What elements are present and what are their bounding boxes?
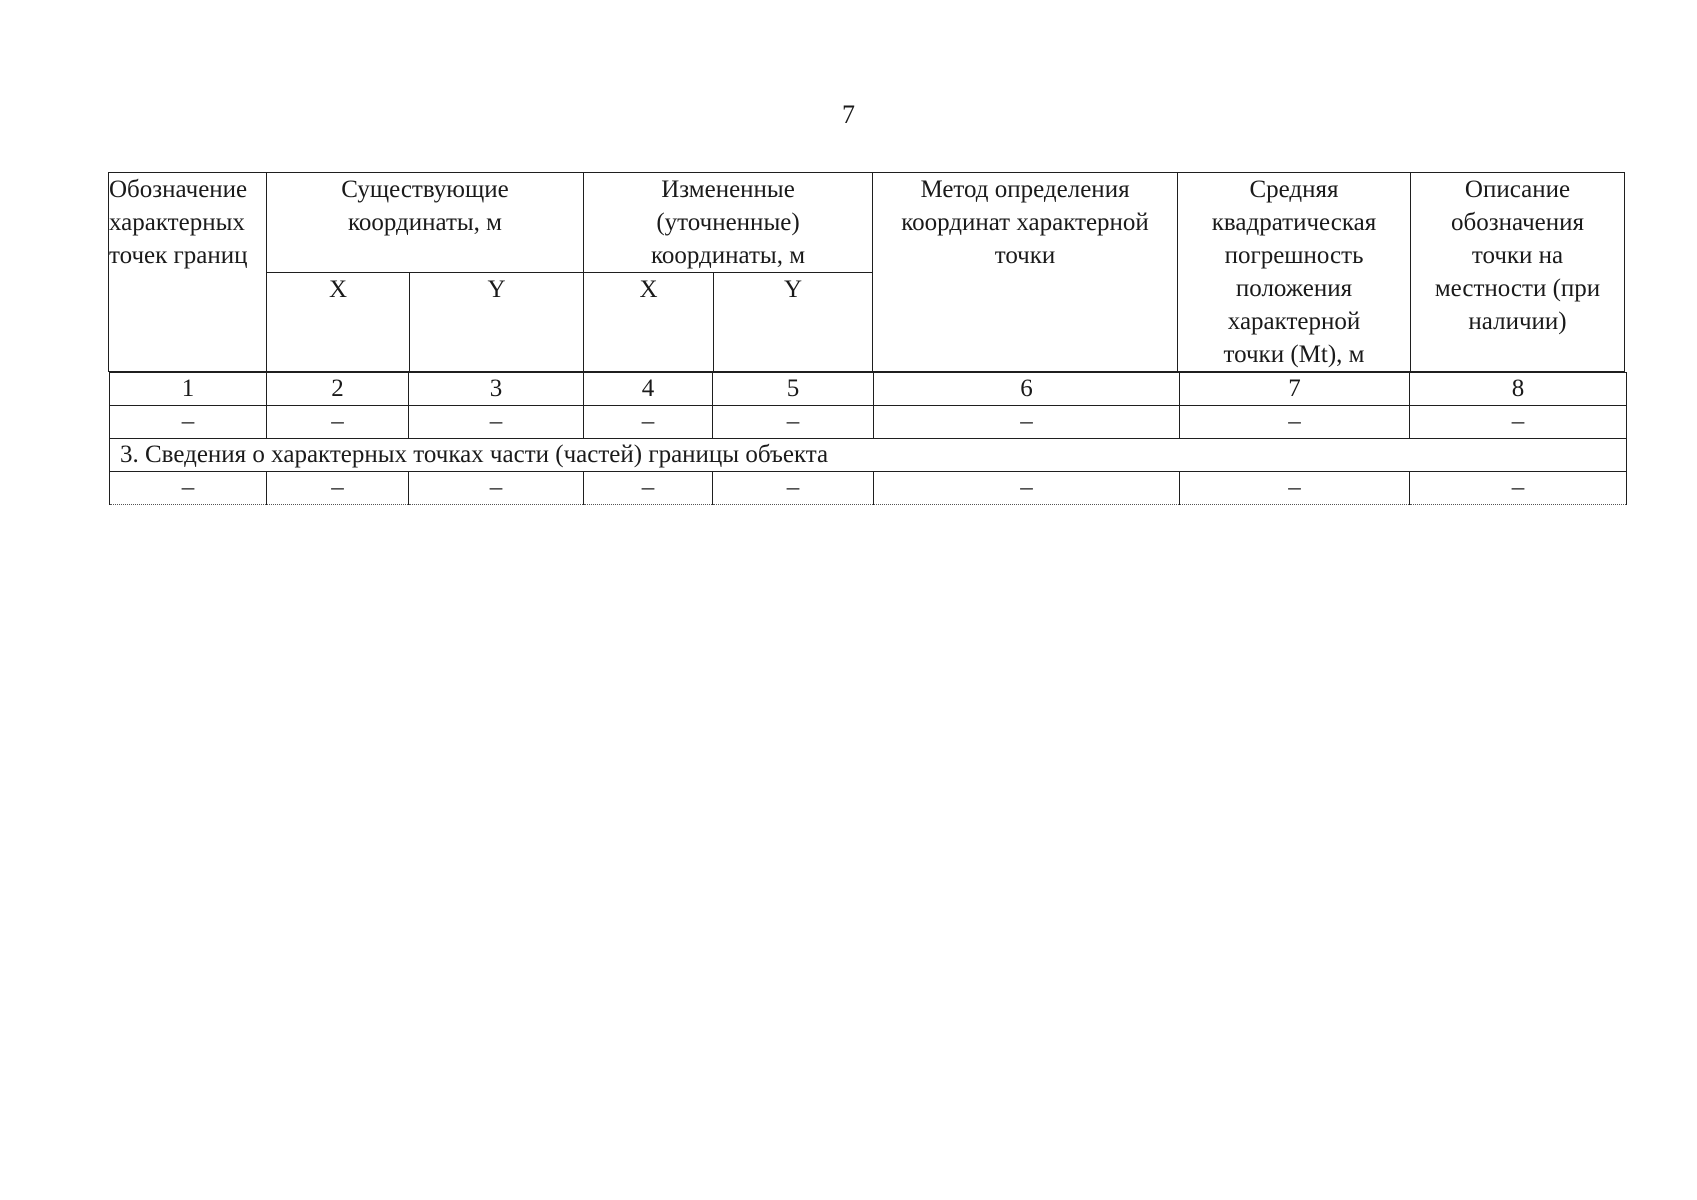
header-existing-coordinates: Существующие координаты, м bbox=[267, 173, 584, 273]
table-cell: – bbox=[584, 472, 713, 505]
header-changed-y: Y bbox=[714, 273, 873, 372]
header-point-designation: Обозначение характерных точек границ bbox=[109, 173, 267, 372]
table-cell: – bbox=[1180, 406, 1410, 439]
table-row bbox=[110, 406, 1627, 439]
header-existing-y: Y bbox=[410, 273, 584, 372]
section-3-title: 3. Сведения о характерных точках части (частей) границы объекта bbox=[110, 439, 1627, 472]
table-cell: – bbox=[409, 406, 584, 439]
table-cell: – bbox=[874, 472, 1180, 505]
column-number: 2 bbox=[267, 373, 409, 406]
header-description: Описание обозначения точки на местности (при наличии) bbox=[1411, 173, 1625, 372]
column-number: 8 bbox=[1410, 373, 1627, 406]
table-cell: – bbox=[409, 472, 584, 505]
table-cell: – bbox=[1410, 406, 1627, 439]
column-number: 7 bbox=[1180, 373, 1410, 406]
header-existing-x: X bbox=[267, 273, 410, 372]
table-cell: – bbox=[874, 406, 1180, 439]
header-changed-x: X bbox=[584, 273, 714, 372]
header-changed-coordinates: Измененные (уточненные) координаты, м bbox=[584, 173, 873, 273]
header-mean-error: Средняя квадратическая погрешность положения характерной точки (Mt), м bbox=[1178, 173, 1411, 372]
table-row bbox=[110, 472, 1627, 505]
table-cell: – bbox=[713, 472, 874, 505]
table-cell: – bbox=[110, 406, 267, 439]
column-number: 5 bbox=[713, 373, 874, 406]
table-cell: – bbox=[584, 406, 713, 439]
table-cell: – bbox=[1180, 472, 1410, 505]
section-title-row bbox=[110, 439, 1627, 472]
column-number-row bbox=[110, 373, 1627, 406]
column-number: 3 bbox=[409, 373, 584, 406]
column-number: 6 bbox=[874, 373, 1180, 406]
table-cell: – bbox=[267, 406, 409, 439]
header-method: Метод определения координат характерной точки bbox=[873, 173, 1178, 372]
page-number: 7 bbox=[842, 100, 855, 129]
table-cell: – bbox=[110, 472, 267, 505]
table-cell: – bbox=[713, 406, 874, 439]
table-cell: – bbox=[267, 472, 409, 505]
column-number: 4 bbox=[584, 373, 713, 406]
table-body bbox=[109, 372, 1627, 505]
table-cell: – bbox=[1410, 472, 1627, 505]
table-header bbox=[108, 172, 1625, 372]
column-number: 1 bbox=[110, 373, 267, 406]
